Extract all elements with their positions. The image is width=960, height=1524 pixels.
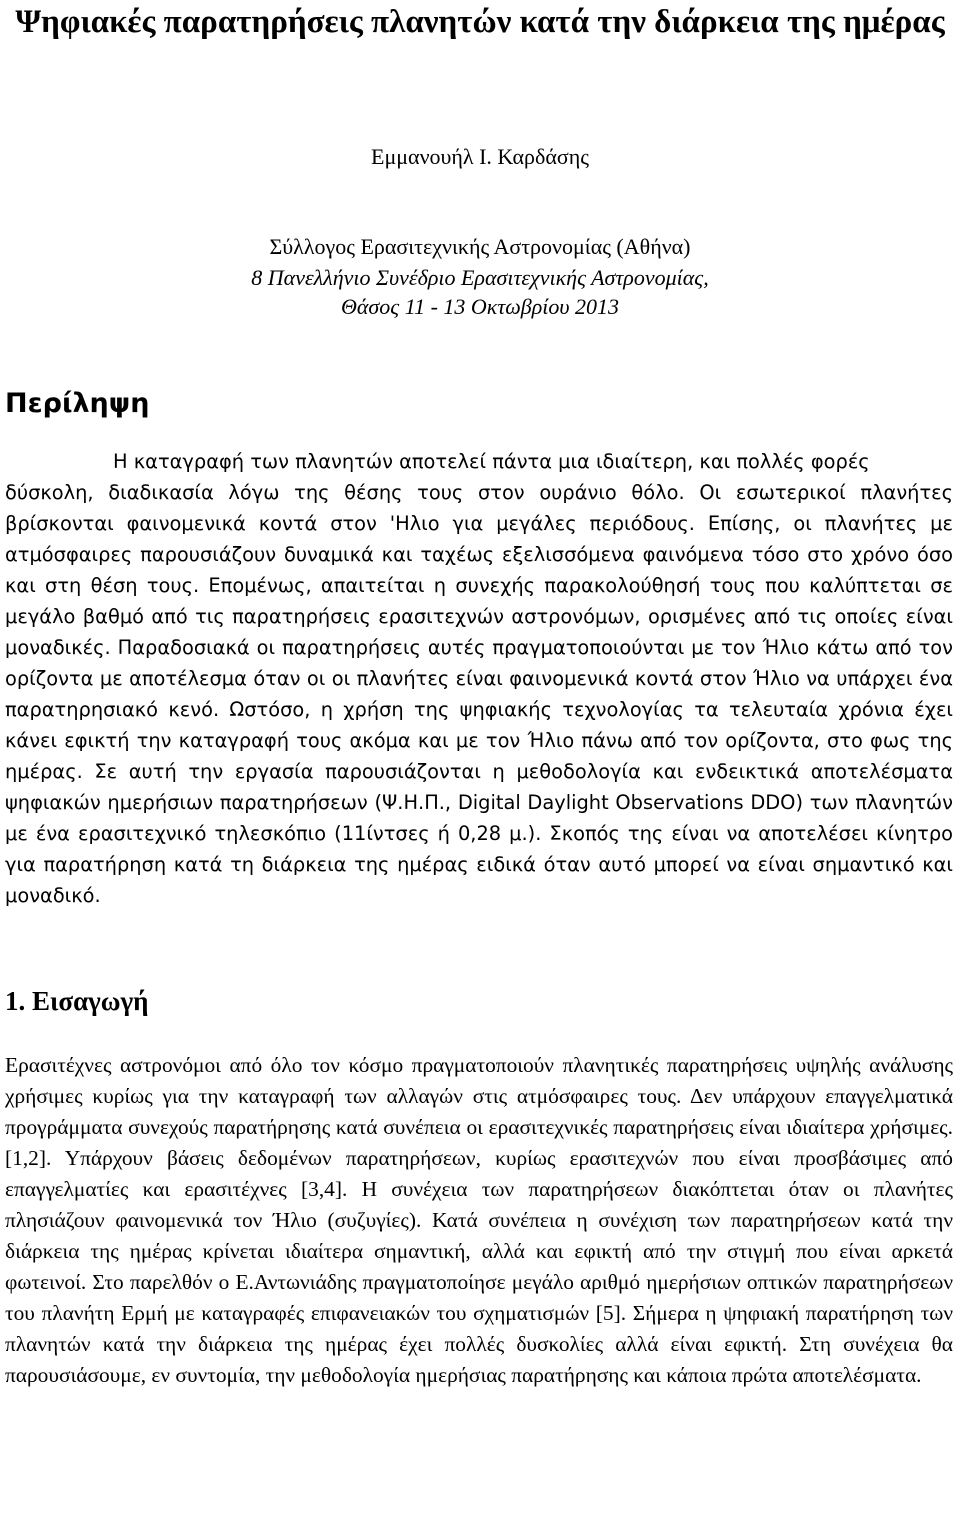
author-name: Εμμανουήλ Ι. Καρδάσης xyxy=(371,144,589,169)
abstract-text xyxy=(5,446,953,911)
section-heading-introduction: 1. Εισαγωγή xyxy=(5,986,149,1016)
conference-name: 8 Πανελλήνιο Συνέδριο Ερασιτεχνικής Αστρονομίας, xyxy=(251,265,709,290)
introduction-text: Ερασιτέχνες αστρονόμοι από όλο τον κόσμο πραγματοποιούν πλανητικές παρατηρήσεις υψηλής ανάλυσης χρήσιμες κυρίως για την καταγραφή των αλλαγών στις ατμόσφαιρες τους. Δεν υπάρχουν επαγγελματικά προγράμματα συνεχούς παρατήρησης κατά συνέπεια οι ερασιτεχνικές παρατηρήσεις είναι ιδιαίτερα χρήσιμες. [1,2]. Υπάρχουν βάσεις δεδομένων παρατηρήσεων, κυρίως ερασιτεχνών που είναι προσβάσιμες από επαγγελματίες και ερασιτέχνες [3,4]. Η συνέχεια των παρατηρήσεων διακόπτεται όταν οι πλανήτες πλησιάζουν φαινομενικά τον Ήλιο (συζυγίες). Κατά συνέπεια η συνέχιση των παρατηρήσεων κατά την διάρκεια της ημέρας κρίνεται ιδιαίτερα σημαντική, αλλά και εφικτή από την στιγμή που είναι αρκετά φωτεινοί. Στο παρελθόν ο Ε.Αντωνιάδης πραγματοποίησε μεγάλο αριθμό ημερήσιων οπτικών παρατηρήσεων του πλανήτη Ερμή με καταγραφές επιφανειακών του σχηματισμών [5]. Σήμερα η ψηφιακή παρατήρηση των πλανητών κατά την διάρκεια της ημέρας έχει πολλές δυσκολίες αλλά είναι εφικτή. Στη συνέχεια θα παρουσιάσουμε, εν συντομία, την μεθοδολογία ημερήσιας παρατήρησης και κάποια πρώτα αποτελέσματα. xyxy=(5,1053,953,1387)
author-affiliation: Σύλλογος Ερασιτεχνικής Αστρονομίας (Αθήνα) xyxy=(269,234,691,259)
abstract-body: δύσκολη, διαδικασία λόγω της θέσης τους στον ουράνιο θόλο. Οι εσωτερικοί πλανήτες βρίσκονται φαινομενικά κοντά στον 'Ηλιο για μεγάλες περιόδους. Επίσης, οι πλανήτες με ατμόσφαιρες παρουσιάζουν δυναμικά και ταχέως εξελισσόμενα φαινόμενα τόσο στο χρόνο όσο και στη θέση τους. Επομένως, απαιτείται η συνεχής παρακολούθησή τους που καλύπτεται σε μεγάλο βαθμό από τις παρατηρήσεις ερασιτεχνών αστρονόμων, ορισμένες από τις οποίες είναι μοναδικές. Παραδοσιακά οι παρατηρήσεις αυτές πραγματοποιούνται με τον Ήλιο κάτω από τον ορίζοντα με αποτέλεσμα όταν οι οι πλανήτες είναι φαινομενικά κοντά στον Ήλιο να υπάρχει ένα παρατηρησιακό κενό. Ωστόσο, η χρήση της ψηφιακής τεχνολογίας τα τελευταία χρόνια έχει κάνει εφικτή την καταγραφή τους ακόμα και με τον Ήλιο πάνω από τον ορίζοντα, στο φως της ημέρας. Σε αυτή την εργασία παρουσιάζονται η μεθοδολογία και ενδεικτικά αποτελέσματα ψηφιακών ημερήσιων παρατηρήσεων (Ψ.Η.Π., Digital Daylight Observations DDO) των πλανητών με ένα ερασιτεχνικό τηλεσκόπιο (11ίντσες ή 0,28 μ.). Σκοπός της είναι να αποτελέσει κίνητρο για παρατήρηση κατά τη διάρκεια της ημέρας ειδικά όταν αυτό μπορεί να είναι σημαντικό και μοναδικό. xyxy=(5,481,953,907)
paper-title: Ψηφιακές παρατηρήσεις πλανητών κατά την διάρκεια της ημέρας xyxy=(15,4,945,40)
abstract-first-line: Η καταγραφή των πλανητών αποτελεί πάντα μια ιδιαίτερη, και πολλές φορές xyxy=(113,450,870,473)
conference-place-date: Θάσος 11 - 13 Οκτωβρίου 2013 xyxy=(341,294,619,319)
abstract-heading: Περίληψη xyxy=(5,388,150,419)
